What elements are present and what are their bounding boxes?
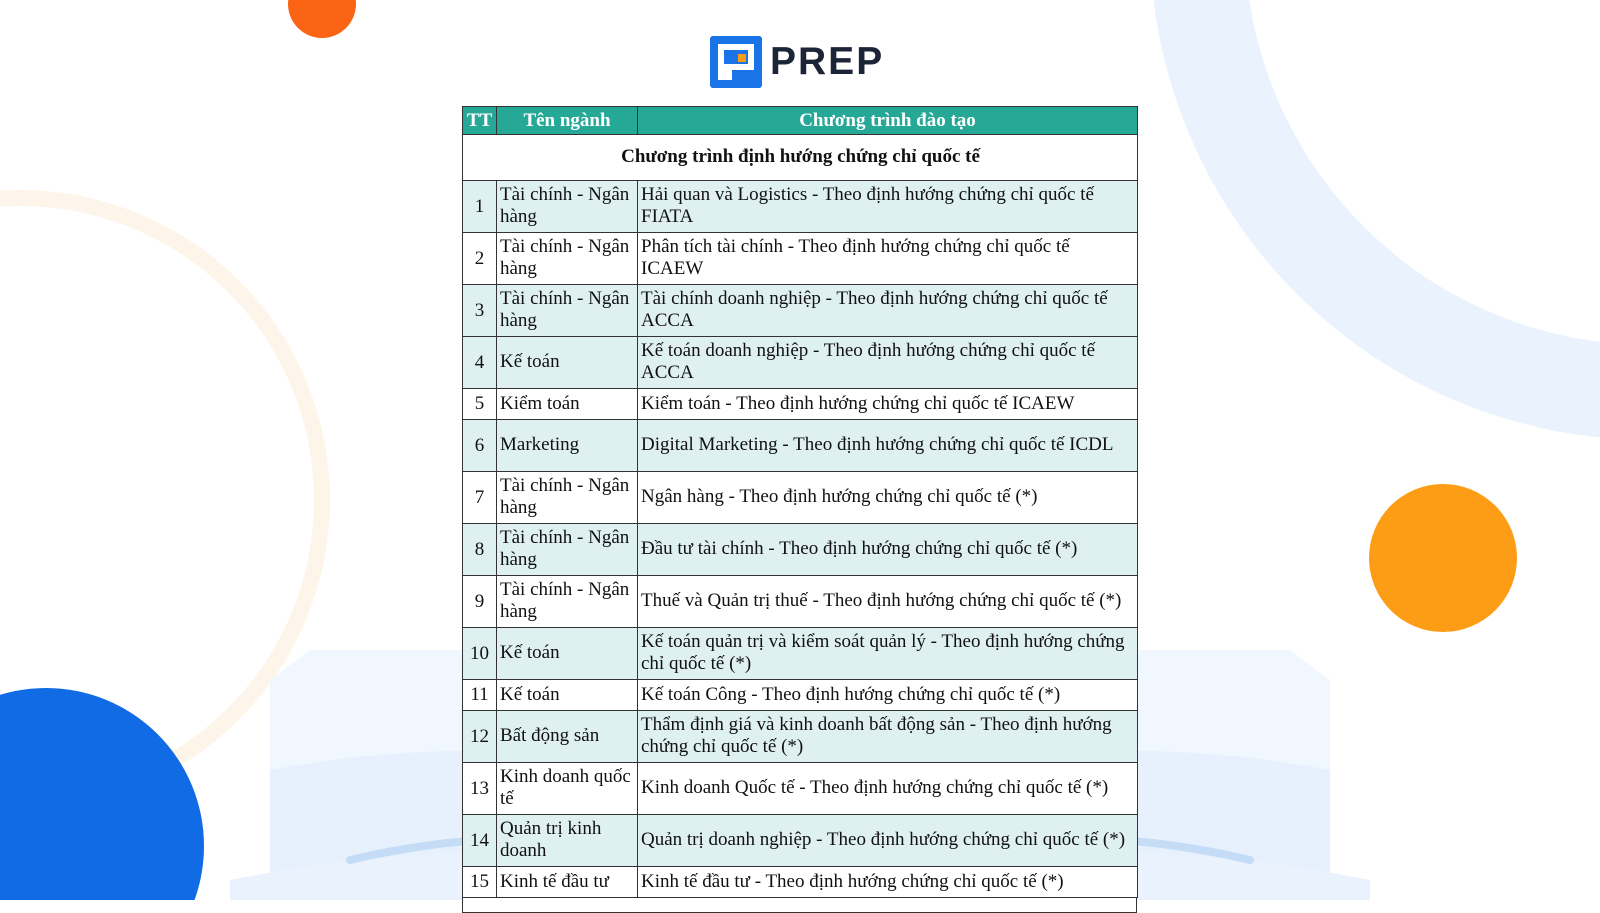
- row-number: 13: [463, 763, 497, 815]
- row-major: Kiểm toán: [497, 389, 638, 420]
- prep-logo-wordmark: PREP: [770, 40, 885, 83]
- row-program: Kinh tế đầu tư - Theo định hướng chứng chỉ quốc tế (*): [638, 867, 1138, 898]
- header-program: Chương trình đào tạo: [638, 107, 1138, 135]
- table-row: [463, 420, 1138, 472]
- table-row: [463, 285, 1138, 337]
- table-header-row: [463, 107, 1138, 135]
- row-number: 8: [463, 524, 497, 576]
- row-number: 1: [463, 181, 497, 233]
- decorative-dot-orange: [1369, 484, 1517, 632]
- row-program: Thẩm định giá và kinh doanh bất động sản - Theo định hướng chứng chỉ quốc tế (*): [638, 711, 1138, 763]
- row-program: Ngân hàng - Theo định hướng chứng chỉ quốc tế (*): [638, 472, 1138, 524]
- row-program: Digital Marketing - Theo định hướng chứng chỉ quốc tế ICDL: [638, 420, 1138, 472]
- row-major: Tài chính - Ngân hàng: [497, 233, 638, 285]
- row-major: Marketing: [497, 420, 638, 472]
- row-major: Tài chính - Ngân hàng: [497, 576, 638, 628]
- row-major: Kinh doanh quốc tế: [497, 763, 638, 815]
- row-number: 14: [463, 815, 497, 867]
- row-program: Quản trị doanh nghiệp - Theo định hướng chứng chỉ quốc tế (*): [638, 815, 1138, 867]
- table-row: [463, 867, 1138, 898]
- row-major: Quản trị kinh doanh: [497, 815, 638, 867]
- prep-logo-icon: [710, 36, 762, 88]
- section-title: Chương trình định hướng chứng chỉ quốc tế: [463, 135, 1138, 181]
- row-program: Hải quan và Logistics - Theo định hướng chứng chỉ quốc tế FIATA: [638, 181, 1138, 233]
- row-major: Bất động sản: [497, 711, 638, 763]
- table-row: [463, 389, 1138, 420]
- row-major: Tài chính - Ngân hàng: [497, 472, 638, 524]
- header-tt: TT: [463, 107, 497, 135]
- row-program: Tài chính doanh nghiệp - Theo định hướng chứng chỉ quốc tế ACCA: [638, 285, 1138, 337]
- row-program: Kế toán doanh nghiệp - Theo định hướng chứng chỉ quốc tế ACCA: [638, 337, 1138, 389]
- row-major: Kế toán: [497, 337, 638, 389]
- prep-logo: [710, 36, 884, 88]
- table-row: [463, 576, 1138, 628]
- table-row: [463, 711, 1138, 763]
- row-program: Kế toán Công - Theo định hướng chứng chỉ quốc tế (*): [638, 680, 1138, 711]
- row-program: Thuế và Quản trị thuế - Theo định hướng chứng chỉ quốc tế (*): [638, 576, 1138, 628]
- row-number: 7: [463, 472, 497, 524]
- section-row: [463, 135, 1138, 181]
- row-major: Tài chính - Ngân hàng: [497, 285, 638, 337]
- row-program: Kinh doanh Quốc tế - Theo định hướng chứng chỉ quốc tế (*): [638, 763, 1138, 815]
- row-number: 6: [463, 420, 497, 472]
- header-major: Tên ngành: [497, 107, 638, 135]
- table-row: [463, 815, 1138, 867]
- row-program: Kiểm toán - Theo định hướng chứng chỉ quốc tế ICAEW: [638, 389, 1138, 420]
- row-number: 9: [463, 576, 497, 628]
- row-number: 10: [463, 628, 497, 680]
- decorative-ring-right: [1150, 0, 1600, 440]
- row-major: Tài chính - Ngân hàng: [497, 524, 638, 576]
- program-table: [462, 106, 1138, 898]
- decorative-dot-orange-red: [288, 0, 356, 38]
- program-table-document: [462, 106, 1137, 913]
- table-row: [463, 337, 1138, 389]
- row-number: 11: [463, 680, 497, 711]
- table-row: [463, 680, 1138, 711]
- row-program: Kế toán quản trị và kiểm soát quản lý - Theo định hướng chứng chỉ quốc tế (*): [638, 628, 1138, 680]
- row-number: 5: [463, 389, 497, 420]
- table-row: [463, 628, 1138, 680]
- table-row: [463, 763, 1138, 815]
- table-row: [463, 181, 1138, 233]
- row-program: Phân tích tài chính - Theo định hướng chứng chỉ quốc tế ICAEW: [638, 233, 1138, 285]
- table-row: [463, 233, 1138, 285]
- table-row: [463, 524, 1138, 576]
- table-row: [463, 472, 1138, 524]
- row-program: Đầu tư tài chính - Theo định hướng chứng chỉ quốc tế (*): [638, 524, 1138, 576]
- row-major: Kế toán: [497, 680, 638, 711]
- row-major: Kinh tế đầu tư: [497, 867, 638, 898]
- row-number: 15: [463, 867, 497, 898]
- row-major: Kế toán: [497, 628, 638, 680]
- row-number: 4: [463, 337, 497, 389]
- row-major: Tài chính - Ngân hàng: [497, 181, 638, 233]
- row-number: 12: [463, 711, 497, 763]
- row-number: 3: [463, 285, 497, 337]
- row-number: 2: [463, 233, 497, 285]
- table-continuation-edge: [462, 898, 1137, 913]
